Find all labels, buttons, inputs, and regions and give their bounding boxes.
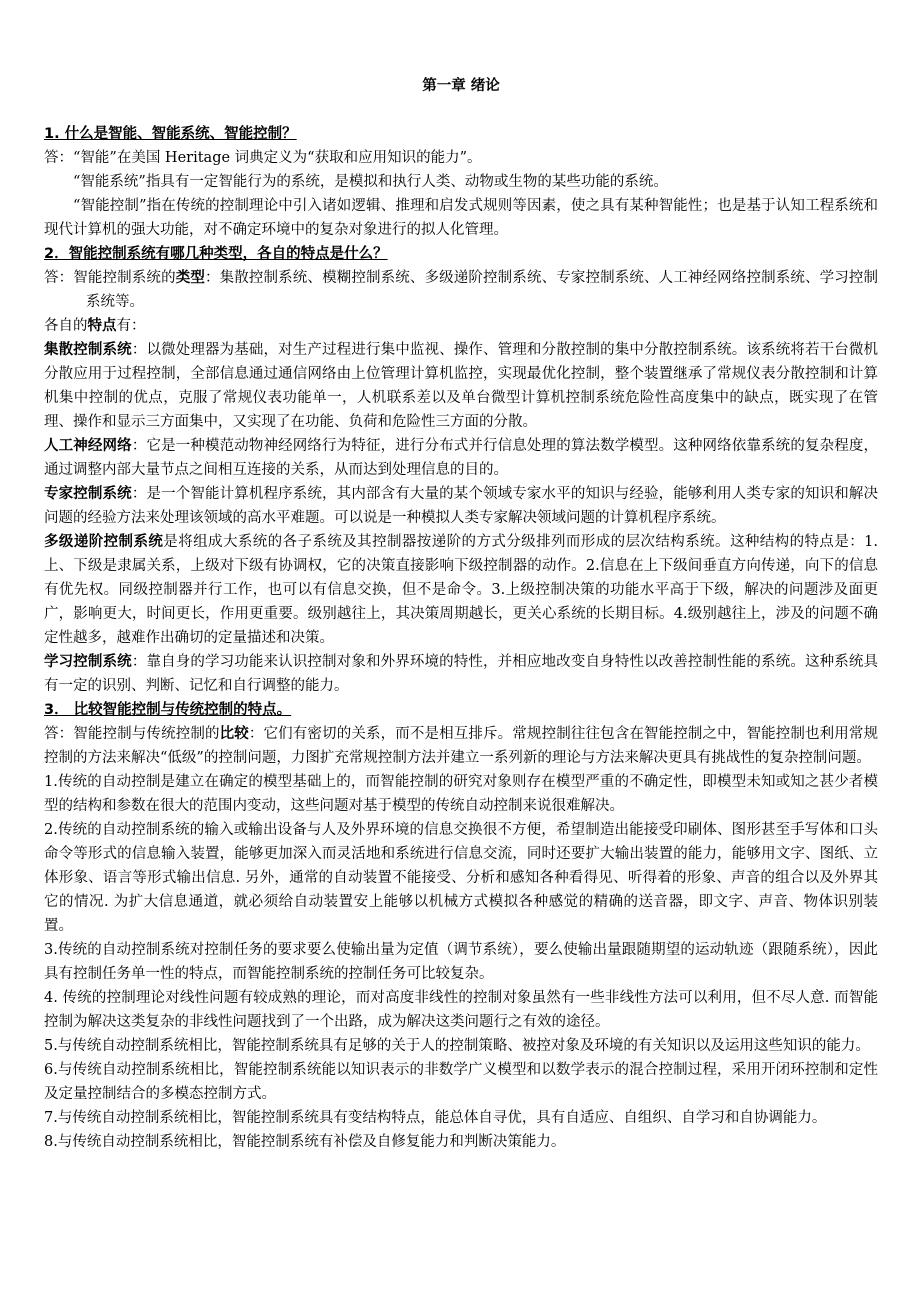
q3-answer-bold: 比较 — [219, 726, 249, 742]
item-term: 人工神经网络 — [44, 438, 132, 454]
q2-answer — [44, 266, 878, 314]
q3-point-7: 7.与传统自动控制系统相比，智能控制系统具有变结构特点，能总体自寻优，具有自适应、自组织、自学习和自协调能力。 — [44, 1110, 827, 1126]
q2-item-expert — [44, 482, 878, 530]
q1-answer-2: “智能系统”指具有一定智能行为的系统，是模拟和执行人类、动物或生物的某些功能的系统。 — [73, 174, 668, 190]
q2-item-neural — [44, 434, 878, 482]
q3-point-3: 3.传统的自动控制系统对控制任务的要求要么使输出量为定值（调节系统），要么使输出量跟随期望的运动轨迹（跟随系统），因此具有控制任务单一性的特点，而智能控制系统的控制任务可比较复杂。 — [44, 942, 878, 982]
q3-point-8: 8.与传统自动控制系统相比，智能控制系统有补偿及自修复能力和判断决策能力。 — [44, 1134, 566, 1150]
q3-point-1: 1.传统的自动控制是建立在确定的模型基础上的，而智能控制的研究对象则存在模型严重的不确定性，即模型未知或知之甚少者模型的结构和参数在很大的范围内变动，这些问题对基于模型的传统自动控制来说很难解决。 — [44, 774, 878, 814]
q2-answer-rest: ：集散控制系统、模糊控制系统、多级递阶控制系统、专家控制系统、人工神经网络控制系统、学习控制系统等。 — [86, 270, 879, 310]
item-text: 是将组成大系统的各子系统及其控制器按递阶的方式分级排列而形成的层次结构系统。这种结构的特点是：1.上、下级是隶属关系，上级对下级有协调权，它的决策直接影响下级控制器的动作。2.信息在上下级间垂直方向传递，向下的信息有优先权。同级控制器并行工作，也可以有信息交换，但不是命令。3.上级控制决策的功能水平高于下级，解决的问题涉及面更广，影响更大，时间更长，作用更重要。级别越往上，其决策周期越长，更关心系统的长期目标。4.级别越往上，涉及的问题不确定性越多，越难作出确切的定量描述和决策。 — [44, 534, 878, 646]
q3-answer-prefix: 答：智能控制与传统控制的 — [44, 726, 220, 742]
item-text: ：以微处理器为基础，对生产过程进行集中监视、操作、管理和分散控制的集中分散控制系统。该系统将若干台微机分散应用于过程控制，全部信息通过通信网络由上位管理计算机监控，实现最优化控制，整个装置继承了常规仪表分散控制和计算机集中控制的优点，克服了常规仪表功能单一，人机联系差以及单台微型计算机控制系统危险性高度集中的缺点，既实现了在管理、操作和显示三方面集中，又实现了在功能、负荷和危险性三方面的分散。 — [44, 342, 879, 430]
q2-item-distributed — [44, 338, 878, 434]
q2-features-prefix: 各自的 — [44, 318, 88, 334]
q2-features-bold: 特点 — [87, 318, 117, 334]
question-2-heading: 2．智能控制系统有哪几种类型，各自的特点是什么？ — [44, 246, 388, 262]
q2-features-rest: 有： — [116, 318, 146, 334]
q2-item-hierarchical — [44, 530, 878, 650]
item-text: ：它是一种模范动物神经网络行为特征，进行分布式并行信息处理的算法数学模型。这种网络依靠系统的复杂程度，通过调整内部大量节点之间相互连接的关系，从而达到处理信息的目的。 — [44, 438, 879, 478]
q3-answer-rest: ：它们有密切的关系，而不是相互排斥。常规控制往往包含在智能控制之中，智能控制也利用常规控制的方法来解决“低级”的控制问题，力图扩充常规控制方法并建立一系列新的理论与方法来解决更具有挑战性的复杂控制问题。 — [44, 726, 879, 766]
question-1-heading: 1. 什么是智能、智能系统、智能控制？ — [44, 126, 297, 142]
question-3-heading: 3． 比较智能控制与传统控制的特点。 — [44, 702, 292, 718]
q2-answer-bold: 类型 — [175, 270, 205, 286]
item-text: ：是一个智能计算机程序系统，其内部含有大量的某个领域专家水平的知识与经验，能够利用人类专家的知识和解决问题的经验方法来处理该领域的高水平难题。可以说是一种模拟人类专家解决领域问题的计算机程序系统。 — [44, 486, 879, 526]
chapter-title: 第一章 绪论 — [422, 78, 500, 94]
q3-point-5: 5.与传统自动控制系统相比，智能控制系统具有足够的关于人的控制策略、被控对象及环境的有关知识以及运用这些知识的能力。 — [44, 1038, 870, 1054]
item-text: ：靠自身的学习功能来认识控制对象和外界环境的特性，并相应地改变自身特性以改善控制性能的系统。这种系统具有一定的识别、判断、记忆和自行调整的能力。 — [44, 654, 879, 694]
q1-answer-1: 答：“智能”在美国 Heritage 词典定义为“获取和应用知识的能力”。 — [44, 150, 482, 166]
q1-answer-3: “智能控制”指在传统的控制理论中引入诸如逻辑、推理和启发式规则等因素，使之具有某种智能性；也是基于认知工程系统和现代计算机的强大功能，对不确定环境中的复杂对象进行的拟人化管理。 — [44, 198, 878, 238]
item-term: 多级递阶控制系统 — [44, 534, 164, 550]
q3-point-6: 6.与传统自动控制系统相比，智能控制系统能以知识表示的非数学广义模型和以数学表示的混合控制过程，采用开闭环控制和定性及定量控制结合的多模态控制方式。 — [44, 1062, 878, 1102]
q2-features — [44, 314, 878, 338]
q2-answer-prefix: 答：智能控制系统的 — [44, 270, 176, 286]
q3-point-2: 2.传统的自动控制系统的输入或输出设备与人及外界环境的信息交换很不方便，希望制造出能接受印刷体、图形甚至手写体和口头命令等形式的信息输入装置，能够更加深入而灵活地和系统进行信息交流，同时还要扩大输出装置的能力，能够用文字、图纸、立体形象、语言等形式输出信息. 另外，通常的自动装置不能接受、分析和感知各种看得见、听得着的形象、声音的组合以及外界其它的情况. 为扩大信息通道，就必须给自动装置安上能够以机械方式模拟各种感觉的精确的送音器，即文字、声音、物体识别装置。 — [44, 822, 878, 934]
q3-point-4: 4. 传统的控制理论对线性问题有较成熟的理论，而对高度非线性的控制对象虽然有一些非线性方法可以利用，但不尽人意. 而智能控制为解决这类复杂的非线性问题找到了一个出路，成为解决这类问题行之有效的途径。 — [44, 990, 878, 1030]
q3-answer — [44, 722, 878, 770]
document-page — [44, 74, 878, 1154]
item-term: 专家控制系统 — [44, 486, 132, 502]
item-term: 集散控制系统 — [44, 342, 132, 358]
item-term: 学习控制系统 — [44, 654, 132, 670]
q2-item-learning — [44, 650, 878, 698]
